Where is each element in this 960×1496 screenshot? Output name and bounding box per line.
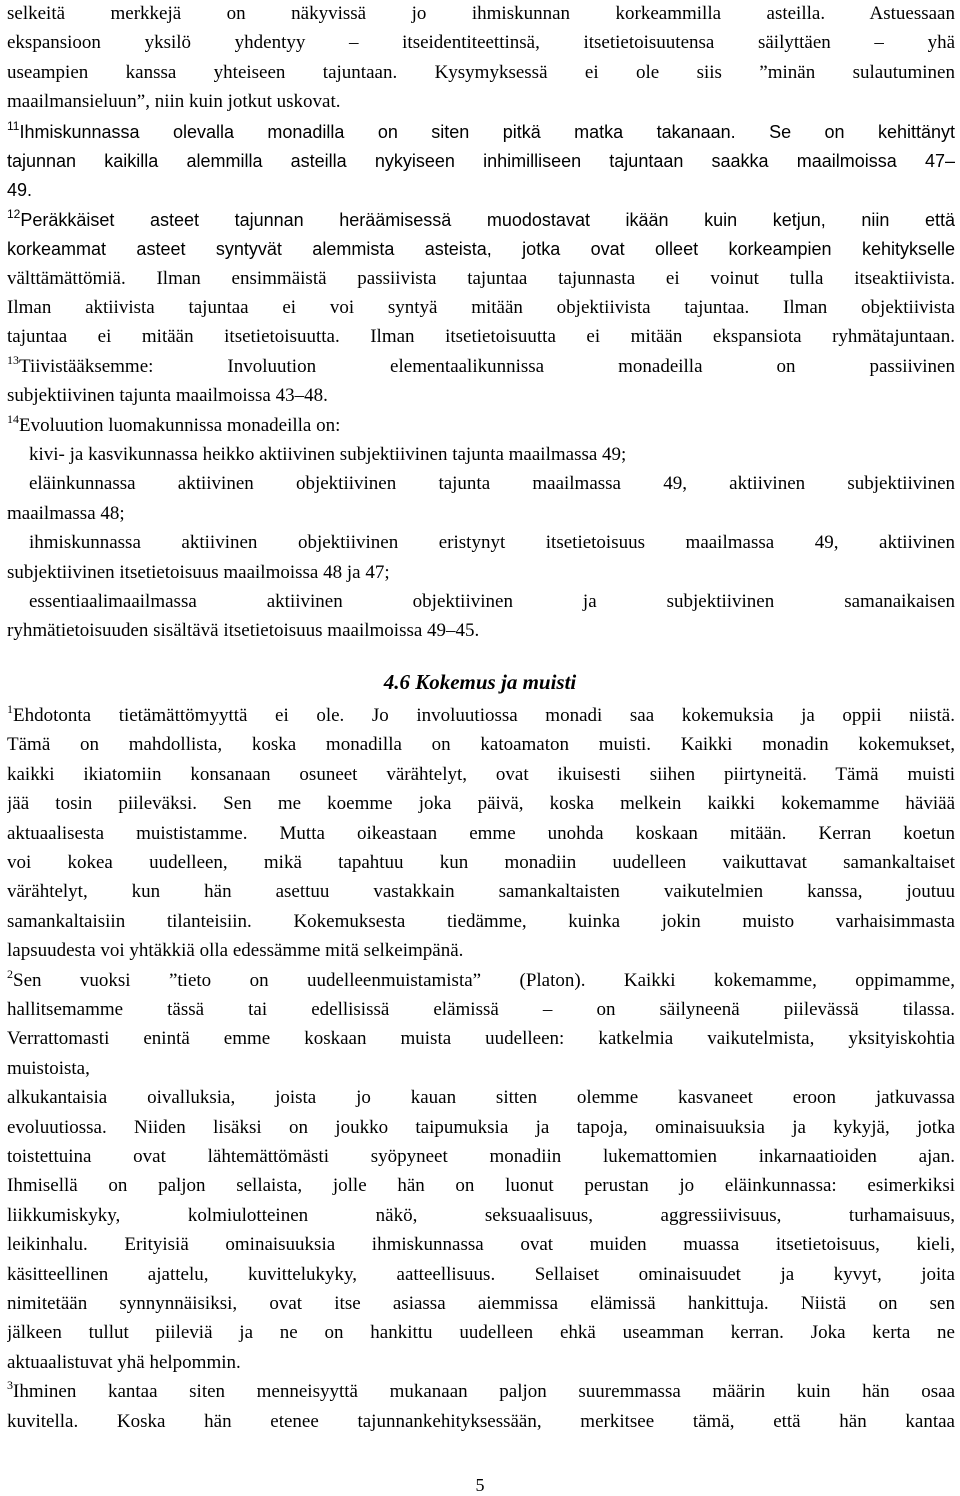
line-text: ryhmätietoisuuden sisältävä itsetietoisuus maailmoissa 49–45.	[7, 620, 480, 642]
line-text: Ehdotonta tietämättömyyttä ei ole. Jo involuutiossa monadi saa kokemuksia ja oppii niistä.	[13, 705, 955, 726]
paragraph-number: 2	[7, 968, 13, 981]
line-text: Tämä on mahdollista, koska monadilla on katoamaton muisti. Kaikki monadin kokemukset,	[7, 734, 955, 756]
text-line	[7, 998, 955, 1022]
line-text: 49.	[7, 180, 33, 201]
paragraph-number: 3	[7, 1380, 13, 1393]
line-text: useampien kanssa yhteiseen tajuntaan. Kysymyksessä ei ole siis ”minän sulautuminen	[7, 61, 955, 83]
text-line	[7, 267, 955, 291]
text-line	[7, 1380, 955, 1404]
text-line	[7, 2, 955, 26]
text-line	[7, 561, 955, 585]
line-text: kuvitella. Koska hän etenee tajunnankehityksessään, merkitsee tämä, että hän kantaa	[7, 1410, 955, 1432]
line-text: Evoluution luomakunnissa monadeilla on:	[19, 414, 341, 436]
line-text: kivi- ja kasvikunnassa heikko aktiivinen subjektiivinen tajunta maailmassa 49;	[29, 444, 627, 465]
line-text: nimitetään synnynnäisiksi, ovat itse asiassa aiemmissa elämissä hankittuja. Niistä on sen	[7, 1293, 955, 1314]
line-text: subjektiivinen itsetietoisuus maailmoissa 48 ja 47;	[7, 561, 390, 583]
text-line	[7, 237, 955, 261]
line-text: samankaltaisiin tilanteisiin. Kokemuksesta tiedämme, kuinka jokin muisto varhaisimmasta	[7, 910, 955, 932]
line-text: Sen vuoksi ”tieto on uudelleenmuistamista” (Platon). Kaikki kokemamme, oppimamme,	[13, 969, 955, 991]
line-text: Ilman aktiivista tajuntaa ei voi syntyä mitään objektiivista tajuntaa. Ilman objektiivista	[7, 297, 955, 318]
line-text: subjektiivinen tajunta maailmoissa 43–48.	[7, 385, 328, 407]
line-text: tajunnan kaikilla alemmilla asteilla nykyiseen inhimilliseen tajuntaan saakka maailmoissa 47–	[7, 151, 955, 171]
text-line	[7, 1027, 955, 1051]
line-text: voi kokea uudelleen, mikä tapahtuu kun monadiin uudelleen vaikuttavat samankaltaiset	[7, 852, 955, 873]
text-line	[29, 443, 955, 467]
line-text: toistettuina ovat lähtemättömästi syöpyneet monadiin lukemattomien inkarnaatioiden ajan.	[7, 1146, 955, 1167]
text-line	[7, 1145, 955, 1169]
text-line	[7, 384, 955, 408]
line-text: ihmiskunnassa aktiivinen objektiivinen eristynyt itsetietoisuus maailmassa 49, aktiivinen	[29, 532, 955, 554]
text-line	[7, 733, 955, 757]
line-text: värähtelyt, kun hän asettuu vastakkain samankaltaisten vaikutelmien kanssa, joutuu	[7, 881, 955, 903]
text-line	[7, 792, 955, 816]
line-text: hallitsemamme tässä tai edellisissä elämissä – on säilyneenä piilevässä tilassa.	[7, 999, 955, 1020]
text-line	[7, 1292, 955, 1316]
line-text: leikinhalu. Erityisiä ominaisuuksia ihmiskunnassa ovat muiden muassa itsetietoisuus, kieli,	[7, 1234, 955, 1256]
line-text: aktuaalisesta muististamme. Mutta oikeastaan emme unohda koskaan mitään. Kerran koetun	[7, 822, 955, 844]
paragraph-number: 14	[7, 413, 19, 426]
paragraph-number: 11	[7, 119, 20, 133]
text-line	[7, 822, 955, 846]
text-line	[7, 1086, 955, 1110]
text-line	[7, 178, 955, 202]
text-line	[7, 61, 955, 85]
line-text: Ihmisellä on paljon sellaista, jolle hän on luonut perustan jo eläinkunnassa: esimerkiksi	[7, 1175, 955, 1197]
text-line	[7, 1410, 955, 1434]
text-line	[7, 939, 955, 963]
line-text: tajuntaa ei mitään itsetietoisuutta. Ilman itsetietoisuutta ei mitään ekspansiota ryhmätajuntaan.	[7, 326, 955, 348]
text-line	[7, 1263, 955, 1287]
paragraph-number: 12	[7, 207, 21, 221]
text-line	[7, 296, 955, 320]
text-line	[7, 880, 955, 904]
text-line	[7, 1204, 955, 1228]
text-line	[7, 851, 955, 875]
text-line	[7, 969, 955, 993]
text-line	[7, 704, 955, 728]
text-line	[7, 355, 955, 379]
line-text: kaikki ikiatomiin konsanaan osuneet värähtelyt, ovat ikuisesti siihen piirtyneitä. Tämä muisti	[7, 763, 955, 785]
line-text: aktuaalistuvat yhä helpommin.	[7, 1351, 241, 1373]
line-text: selkeitä merkkejä on näkyvissä jo ihmiskunnan korkeammilla asteilla. Astuessaan	[7, 3, 955, 24]
line-text: Verrattomasti enintä emme koskaan muista uudelleen: katkelmia vaikutelmista, yksityiskohtia	[7, 1028, 955, 1050]
text-line	[7, 1351, 955, 1375]
line-text: maailmansieluun”, niin kuin jotkut uskovat.	[7, 91, 341, 113]
text-line	[7, 1233, 955, 1257]
text-line	[29, 590, 955, 614]
line-text: maailmassa 48;	[7, 502, 125, 524]
text-line	[7, 90, 955, 114]
section-heading: 4.6 Kokemus ja muisti	[383, 670, 577, 694]
line-text: jälkeen tullut piileviä ja ne on hankittu uudelleen ehkä useamman kerran. Joka kerta ne	[7, 1322, 955, 1344]
text-line	[7, 31, 955, 55]
line-text: jää tosin piileväksi. Sen me koemme joka päivä, koska melkein kaikki kokemamme häviää	[7, 793, 955, 815]
text-line	[7, 1057, 955, 1081]
text-line	[7, 502, 955, 526]
line-text: Ihminen kantaa siten menneisyyttä mukanaan paljon suuremmassa määrin kuin hän osaa	[13, 1381, 955, 1403]
line-text: välttämättömiä. Ilman ensimmäistä passiivista tajuntaa tajunnasta ei voinut tulla itseaktiivista.	[7, 267, 955, 289]
line-text: Ihmiskunnassa olevalla monadilla on siten pitkä matka takanaan. Se on kehittänyt	[19, 121, 955, 142]
text-line	[7, 910, 955, 934]
line-text: Tiivistääksemme: Involuution elementaalikunnissa monadeilla on passiivinen	[19, 355, 955, 377]
paragraph-number: 13	[7, 354, 19, 367]
line-text: eläinkunnassa aktiivinen objektiivinen tajunta maailmassa 49, aktiivinen subjektiivinen	[29, 473, 955, 495]
text-line	[7, 414, 955, 438]
line-text: käsitteellinen ajattelu, kuvittelukyky, aatteellisuus. Sellaiset ominaisuudet ja kyvyt, joita	[7, 1263, 955, 1285]
text-line	[7, 1321, 955, 1345]
line-text: essentiaalimaailmassa aktiivinen objektiivinen ja subjektiivinen samanaikaisen	[29, 591, 955, 612]
line-text: alkukantaisia oivalluksia, joista jo kauan sitten olemme kasvaneet eroon jatkuvassa	[7, 1087, 955, 1109]
line-text: ekspansioon yksilö yhdentyy – itseidentiteettinsä, itsetietoisuutensa säilyttäen – yhä	[7, 32, 955, 54]
text-line	[7, 1174, 955, 1198]
text-line	[7, 149, 955, 173]
text-line	[29, 531, 955, 555]
text-line	[29, 472, 955, 496]
line-text: Peräkkäiset asteet tajunnan heräämisessä muodostavat ikään kuin ketjun, niin että	[20, 209, 955, 230]
text-line	[7, 1116, 955, 1140]
paragraph-number: 1	[7, 704, 13, 716]
text-line	[7, 325, 955, 349]
line-text: liikkumiskyky, kolmiulotteinen näkö, seksuaalisuus, aggressiivisuus, turhamaisuus,	[7, 1204, 955, 1226]
line-text: evoluutiossa. Niiden lisäksi on joukko taipumuksia ja tapoja, ominaisuuksia ja kykyjä, jotka	[7, 1116, 955, 1138]
line-text: lapsuudesta voi yhtäkkiä olla edessämme mitä selkeimpänä.	[7, 940, 464, 962]
text-line	[7, 763, 955, 787]
line-text: muistoista,	[7, 1057, 90, 1079]
text-line	[7, 208, 955, 232]
page-number: 5	[475, 1475, 485, 1495]
text-line	[7, 619, 955, 643]
text-line	[7, 120, 955, 144]
line-text: korkeammat asteet syntyvät alemmista asteista, jotka ovat olleet korkeampien kehitykselle	[7, 239, 955, 260]
